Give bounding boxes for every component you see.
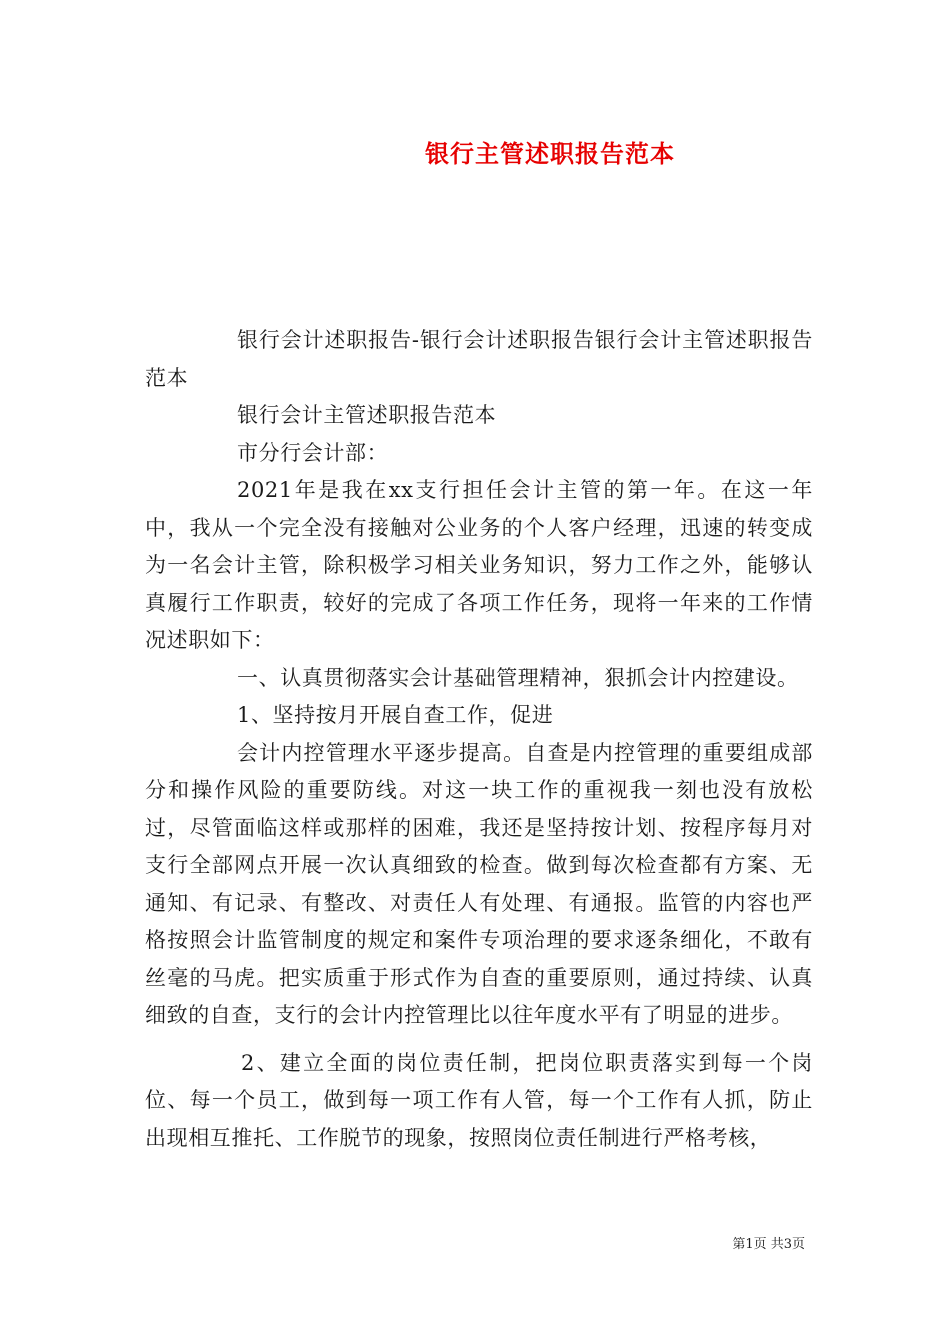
paragraph-section-heading: 一、认真贯彻落实会计基础管理精神，狠抓会计内控建设。 [237,665,799,690]
paragraph-header: 银行会计述职报告-银行会计述职报告银行会计主管述职报告范本 [145,328,813,390]
document-title: 银行主管述职报告范本 [425,139,675,168]
paragraph-salutation: 市分行会计部： [237,440,389,465]
paragraph-item-2: 2、建立全面的岗位责任制，把岗位职责落实到每一个岗位、每一个员工，做到每一项工作有人管，每一个工作有人抓，防止出现相互推托、工作脱节的现象，按照岗位责任制进行严格考核， [145,1050,813,1150]
paragraph-intro: 2021年是我在xx支行担任会计主管的第一年。在这一年中，我从一个完全没有接触对公业务的个人客户经理，迅速的转变成为一名会计主管，除积极学习相关业务知识，努力工作之外，能够认真履行工作职责，较好的完成了各项工作任务，现将一年来的工作情况述职如下： [145,478,813,652]
page-number: 第1页 共3页 [732,1237,805,1252]
paragraph-item-1-body: 会计内控管理水平逐步提高。自查是内控管理的重要组成部分和操作风险的重要防线。对这一块工作的重视我一刻也没有放松过，尽管面临这样或那样的困难，我还是坚持按计划、按程序每月对支行全部网点开展一次认真细致的检查。做到每次检查都有方案、无通知、有记录、有整改、对责任人有处理、有通报。监管的内容也严格按照会计监管制度的规定和案件专项治理的要求逐条细化，不敢有丝毫的马虎。把实质重于形式作为自查的重要原则，通过持续、认真细致的自查，支行的会计内控管理比以往年度水平有了明显的进步。 [145,740,813,1027]
document-body [145,322,813,1157]
paragraph-item-1: 1、坚持按月开展自查工作，促进 [237,703,554,727]
paragraph-subtitle: 银行会计主管述职报告范本 [237,403,497,427]
